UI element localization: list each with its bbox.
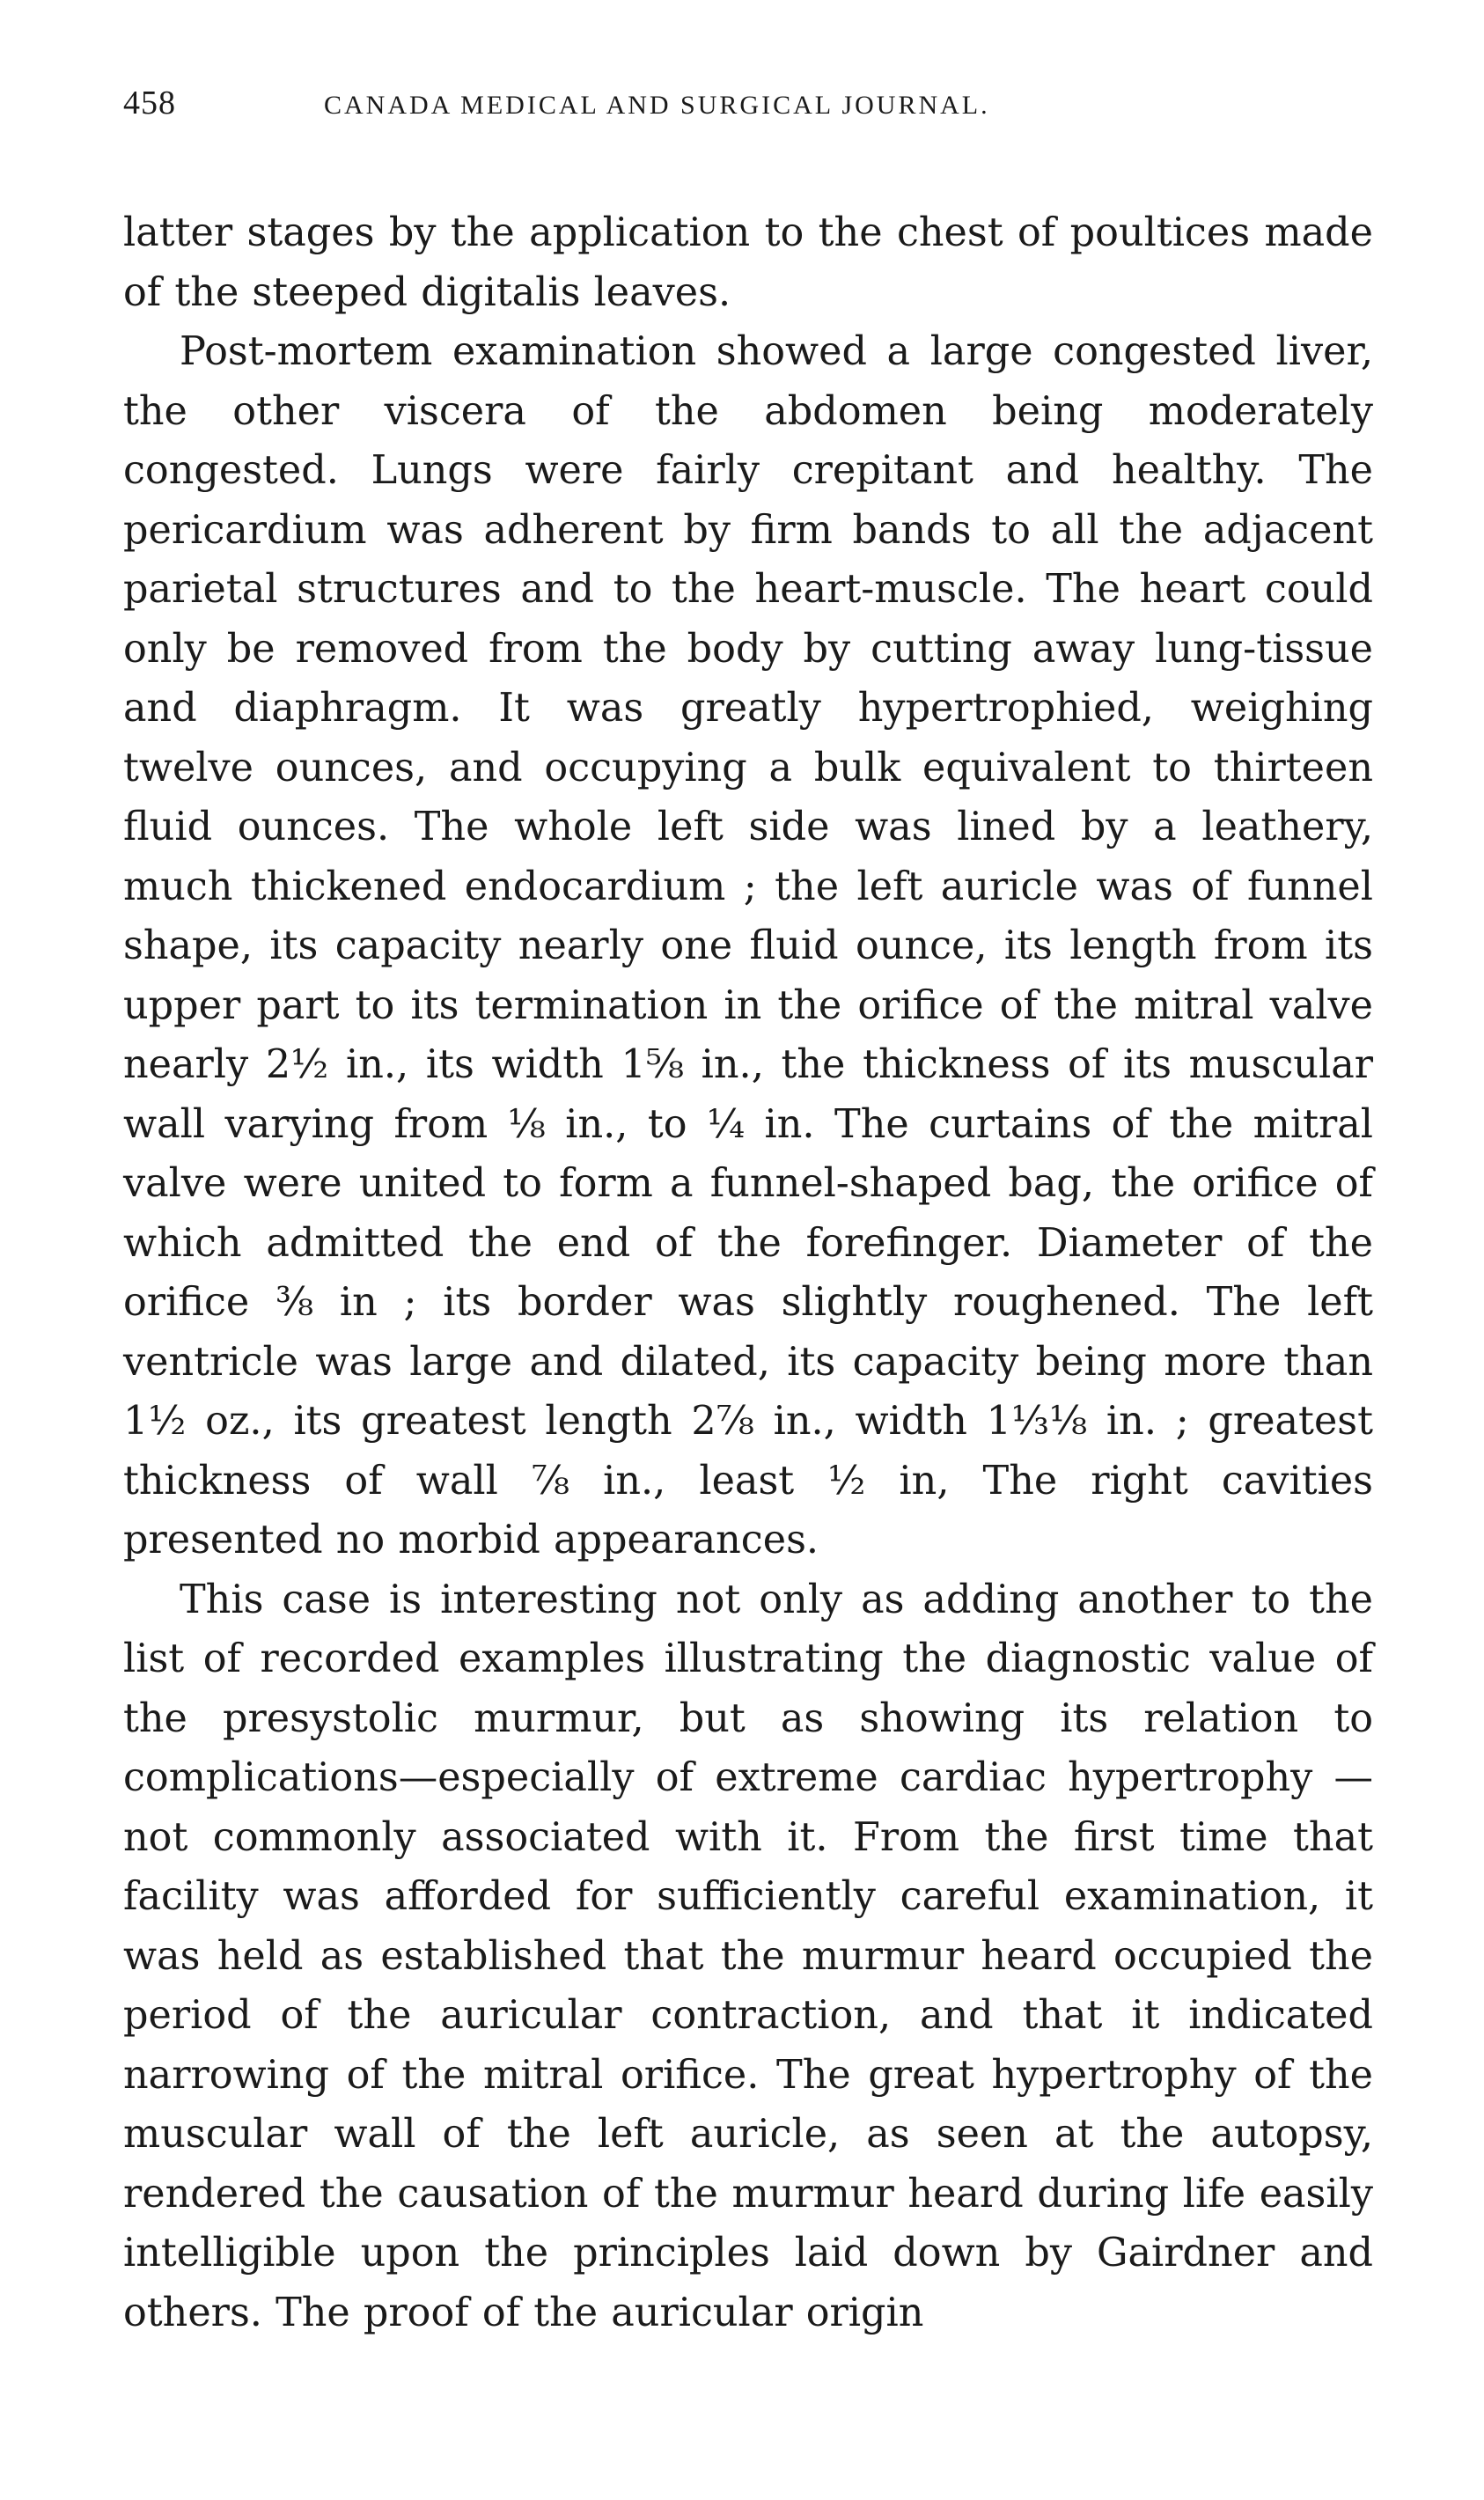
paragraph-continuation: latter stages by the application to the chest of poultices made of the steeped digitalis leaves.: [123, 210, 1373, 315]
page-number: 458: [123, 85, 176, 121]
journal-page: [123, 84, 1373, 2342]
body-text: [123, 203, 1373, 2342]
page-header: [123, 84, 1373, 145]
running-head: CANADA MEDICAL AND SURGICAL JOURNAL.: [324, 91, 990, 120]
paragraph-case-discussion: This case is interesting not only as adding another to the list of recorded examples illustrating the diagnostic value of the presystolic murmur, but as showing its relation to complications—especially of extreme cardiac hypertrophy —not commonly associated with it. From the first time that facility was afforded for sufficiently careful examination, it was held as established that the murmur heard occupied the period of the auricular contraction, and that it indicated narrowing of the mitral orifice. The great hypertrophy of the muscular wall of the left auricle, as seen at the autopsy, rendered the causation of the murmur heard during life easily intelligible upon the principles laid down by Gairdner and others. The proof of the auricular origin: [123, 1577, 1373, 2335]
paragraph-post-mortem: Post-mortem examination showed a large congested liver, the other viscera of the abdomen being moderately congested. Lungs were fairly crepitant and healthy. The pericardium was adherent by firm bands to all the adjacent parietal structures and to the heart-muscle. The heart could only be removed from the body by cutting away lung-tissue and diaphragm. It was greatly hypertrophied, weighing twelve ounces, and occupying a bulk equivalent to thirteen fluid ounces. The whole left side was lined by a leathery, much thickened endocardium ; the left auricle was of funnel shape, its capacity nearly one fluid ounce, its length from its upper part to its termination in the orifice of the mitral valve nearly 2½ in., its width 1⅝ in., the thickness of its muscular wall varying from ⅛ in., to ¼ in. The curtains of the mitral valve were united to form a funnel-shaped bag, the orifice of which admitted the end of the forefinger. Diameter of the orifice ⅜ in ; its border was slightly roughened. The left ventricle was large and dilated, its capacity being more than 1½ oz., its greatest length 2⅞ in., width 1⅓⅛ in. ; greatest thickness of wall ⅞ in., least ½ in, The right cavities presented no morbid appearances.: [123, 329, 1373, 1562]
